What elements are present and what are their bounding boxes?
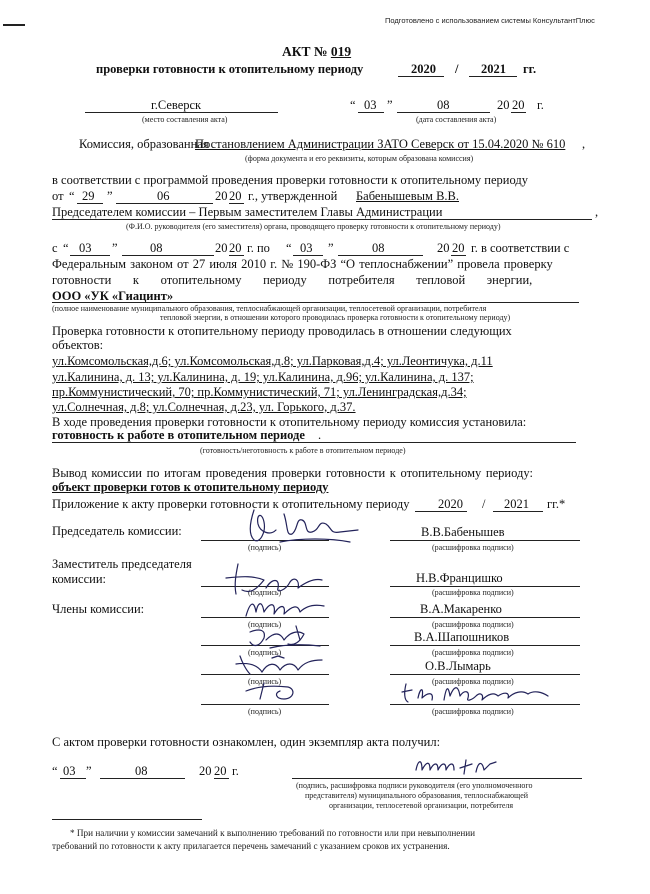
decode-caption: (расшифровка подписи) <box>432 588 514 597</box>
acknowledge-year: 20 <box>214 764 227 778</box>
footnote-line-2: требований по готовности к акту прилагается перечень замечаний с указанием сроков их устранения. <box>52 841 450 851</box>
act-subtitle: проверки готовности к отопительному периоду <box>96 62 364 76</box>
findings-value: готовность к работе в отопительном периоде <box>52 428 305 442</box>
object-line: ул.Калинина, д. 13; ул.Калинина, д. 19; ул.Калинина, д.96; ул.Калинина, д. 137; <box>52 370 474 384</box>
appendix-year-to: 2021 <box>504 497 529 511</box>
period-year-from: 20 <box>229 241 242 255</box>
title-years-suffix: гг. <box>523 62 537 76</box>
signature-caption: (подпись) <box>248 543 282 552</box>
object-line: ул.Комсомольская,д.6; ул.Комсомольская,д.8; ул.Парковая,д.4; ул.Леонтичука, д.11 <box>52 354 493 368</box>
title-year-to: 2021 <box>481 62 506 76</box>
program-day: 29 <box>82 189 95 203</box>
header-note: Подготовлено с использованием системы КонсультантПлюс <box>385 16 595 25</box>
signature-caption: (подпись) <box>248 620 282 629</box>
footnote-line-1: * При наличии у комиссии замечаний к выполнению требований по готовности или при невыполнении <box>70 828 476 838</box>
period-day-to: 03 <box>300 241 313 255</box>
act-document: Подготовлено с использованием системы КонсультантПлюс АКТ № 019 проверки готовности к отопительному периоду 2020 / 2021 гг. г.Северск (место составления акта) “ 03 ” 08 20 20 г. (дата составления акта) Комиссия, образованная Постановлением Администрации ЗАТО Северск от 15.04.2020 № 610 , (форма документа и его реквизиты, которым образована комиссия) в соответствии с программой проведения проверки готовности к отопительному периоду от “ 29 ” 06 20 20 г., утвержденной Бабенышевым В.В. Председателем комиссии – Первым заместителем Главы Администрации , (Ф.И.О. руководителя (его заместителя) органа, проводящего проверку готовности к отопительному периоду) с “ 03 ” 08 20 20 г. по “ 03 ” 08 20 20 г. в соответствии с Федеральным законом от 27 июля 2010 г. № 190-ФЗ “О теплоснабжении” провела проверку готовности к отопительному периоду потребителя тепловой энергии, ООО «УК «Гиацинт» (полное наименование муниципального образования, теплоснабжающей организации, теплосетевой организации, потребителя тепловой энергии, в отношении которого проводилась проверка готовности к отопительному периоду) Проверка готовности к отопительному периоду проводилась в отношении следующих объектов: ул.Комсомольская,д.6; ул.Комсомольская,д.8; ул.Парковая,д.4; ул.Леонтичука, д.11 ул.Калинина, д. 13; ул.Калинина, д. 19; ул.Калинина, д.96; ул.Калинина, д. 137; пр.Коммунистический, 70; пр.Коммунистический, 71; ул.Ленинградская,д.34; ул.Солнечная, д.8; ул.Солнечная, д.23, ул. Горького, д.37. В ходе проведения проверки готовности к отопительному периоду комиссия установила: готовность к работе в отопительном периоде . (готовность/неготовность к работе в отопительном периоде) Вывод комиссии по итогам проведения проверки готовности к отопительному периоду: объект проверки готов к отопительному периоду Приложение к акту проверки готовности к отопительному периоду 2020 / 2021 гг.* Председатель комиссии: (подпись) В.В.Бабенышев (расшифровка подписи) Заместитель председателя комиссии: (подпись) Н.В.Францишко (расшифровка подписи) Члены комиссии: (подпись) В.А.Макаренко (расшифровка подписи) (подпись) В.А.Шапошников (расшифровка подписи) (подпись) О.В.Лымарь (расшифровка подписи) (подпись) (расшифровка подписи) С актом проверки готовности ознакомлен, один экземпляр акта получил: “ 03 ” 08 20 20 г. (подпись, расшифровка подписи руководителя (его уполномоченного представителя) муниципального образования, теплоснабжающей организации, теплосетевой организации, потребителя * При наличии у комиссии замечаний к выполнению требований по готовности или при невыполнении требований по готовности к акту прилагается перечень замечаний с указанием сроков их устранения. <box>0 0 650 894</box>
commission-caption: (форма документа и его реквизиты, которым образована комиссия) <box>245 154 474 163</box>
acknowledge-month: 08 <box>135 764 148 778</box>
consumer-caption-1: (полное наименование муниципального образования, теплоснабжающей организации, теплосетевой организации, потребителя <box>52 304 487 313</box>
program-line1: в соответствии с программой проведения проверки готовности к отопительному периоду <box>52 173 528 187</box>
members-label: Члены комиссии: <box>52 602 145 616</box>
place-value: г.Северск <box>151 98 202 112</box>
signature-caption: (подпись) <box>248 707 282 716</box>
decode-caption: (расшифровка подписи) <box>432 543 514 552</box>
signature-caption: (подпись) <box>248 648 282 657</box>
corner-mark <box>3 24 25 26</box>
acknowledge-caption-1: (подпись, расшифровка подписи руководителя (его уполномоченного <box>296 781 533 790</box>
signature-caption: (подпись) <box>248 588 282 597</box>
appendix-label: Приложение к акту проверки готовности к отопительному периоду <box>52 497 410 511</box>
recipient-signature <box>410 752 502 780</box>
decode-caption: (расшифровка подписи) <box>432 677 514 686</box>
signature-caption: (подпись) <box>248 677 282 686</box>
footnote-divider <box>52 819 202 820</box>
decode-caption: (расшифровка подписи) <box>432 707 514 716</box>
commission-document: Постановлением Администрации ЗАТО Северск от 15.04.2020 № 610 <box>195 137 566 151</box>
member-name: В.А.Макаренко <box>420 602 502 616</box>
period-month-from: 08 <box>150 241 163 255</box>
date-day: 03 <box>364 98 377 112</box>
act-title: АКТ № 019 <box>282 44 352 59</box>
object-line: пр.Коммунистический, 70; пр.Коммунистический, 71; ул.Ленинградская,д.34; <box>52 385 467 399</box>
decode-caption: (расшифровка подписи) <box>432 620 514 629</box>
member-signature-4 <box>240 677 320 707</box>
member-name: О.В.Лымарь <box>425 659 491 673</box>
deputy-label-2: комиссии: <box>52 572 106 586</box>
conclusion-value: объект проверки готов к отопительному периоду <box>52 480 329 494</box>
acknowledge-line: С актом проверки готовности ознакомлен, один экземпляр акта получил: <box>52 735 441 749</box>
consumer-caption-2: тепловой энергии, в отношении которого проводилась проверка готовности к отопительному периоду) <box>160 313 511 322</box>
title-year-from: 2020 <box>411 62 436 76</box>
chairman-name: В.В.Бабенышев <box>421 525 505 539</box>
date-year: 20 <box>512 98 525 112</box>
program-caption: (Ф.И.О. руководителя (его заместителя) органа, проводящего проверку готовности к отопительному периоду) <box>126 222 501 231</box>
objects-intro-1: Проверка готовности к отопительному периоду проводилась в отношении следующих <box>52 324 512 338</box>
findings-caption: (готовность/неготовность к работе в отопительном периоде) <box>200 446 406 455</box>
period-line2: Федеральным законом от 27 июля 2010 г. № 190-ФЗ “О теплоснабжении” провела проверку <box>52 257 553 271</box>
program-year: 20 <box>229 189 242 203</box>
title-slash: / <box>455 62 459 76</box>
chairman-signature <box>240 502 370 548</box>
object-line: ул.Солнечная, д.8; ул.Солнечная, д.23, ул. Горького, д.37. <box>52 400 356 414</box>
findings-line: В ходе проведения проверки готовности к отопительному периоду комиссия установила: <box>52 415 527 429</box>
acknowledge-day: 03 <box>63 764 76 778</box>
member-signature-3 <box>232 648 328 680</box>
commission-lead: Комиссия, образованная <box>79 137 209 151</box>
chairman-label: Председатель комиссии: <box>52 524 182 538</box>
period-line3: готовности к отопительному периоду потребителя тепловой энергии, <box>52 273 533 287</box>
date-month: 08 <box>437 98 450 112</box>
acknowledge-caption-2: представителя) муниципального образования, теплоснабжающей <box>305 791 529 800</box>
period-year-to: 20 <box>452 241 465 255</box>
member-signature-5 <box>398 678 563 708</box>
period-month-to: 08 <box>372 241 385 255</box>
program-month: 06 <box>157 189 170 203</box>
date-caption: (дата составления акта) <box>416 115 497 124</box>
appendix-year-from: 2020 <box>438 497 463 511</box>
program-approver: Бабенышевым В.В. <box>356 189 459 203</box>
member-name: В.А.Шапошников <box>414 630 510 644</box>
deputy-label-1: Заместитель председателя <box>52 557 192 571</box>
consumer-name: ООО «УК «Гиацинт» <box>52 289 174 303</box>
deputy-name: Н.В.Францишко <box>416 571 503 585</box>
decode-caption: (расшифровка подписи) <box>432 648 514 657</box>
conclusion-line: Вывод комиссии по итогам проведения проверки готовности к отопительному периоду: <box>52 466 533 480</box>
period-day-from: 03 <box>79 241 92 255</box>
place-caption: (место составления акта) <box>142 115 228 124</box>
objects-intro-2: объектов: <box>52 338 104 352</box>
acknowledge-caption-3: организации, теплосетевой организации, потребителя <box>329 801 514 810</box>
program-position: Председателем комиссии – Первым заместителем Главы Администрации <box>52 205 443 219</box>
act-number: 019 <box>330 44 352 59</box>
